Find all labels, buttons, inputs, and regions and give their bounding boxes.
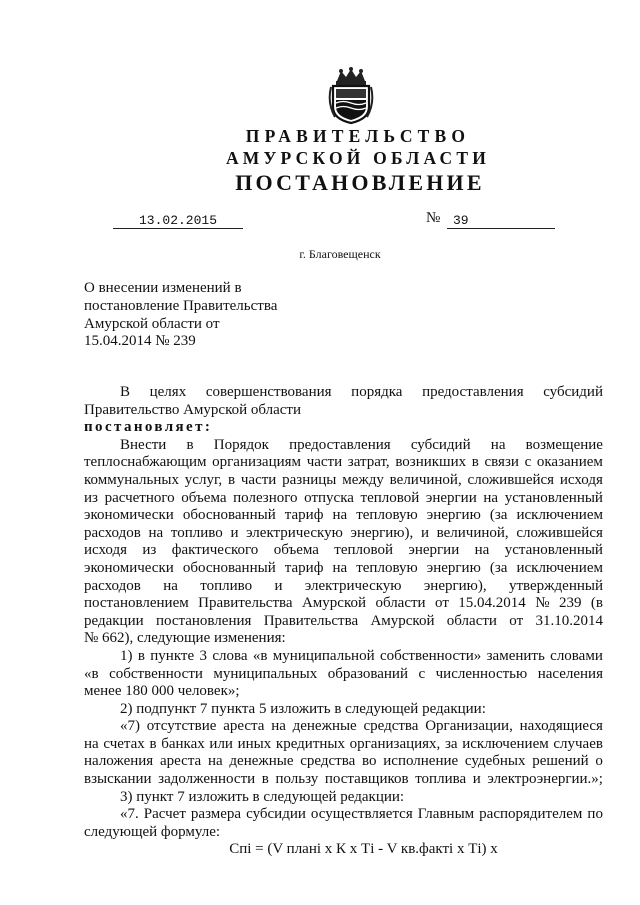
- body-line: 2) подпункт 7 пункта 5 изложить в следующей редакции:: [120, 700, 486, 717]
- body-line: постановлением Правительства Амурской области от 15.04.2014 № 239 (в: [84, 595, 603, 612]
- body-line: Правительство Амурской области: [84, 401, 302, 418]
- body-line: № 662), следующие изменения:: [84, 630, 286, 647]
- region-title: АМУРСКОЙ ОБЛАСТИ: [225, 148, 491, 168]
- body-line: Спi = (V планi х К х Тi - V кв.фактi х Тi) х: [229, 841, 498, 858]
- subject-line: О внесении изменений в: [84, 280, 242, 296]
- body-line: менее 180 000 человек»;: [84, 683, 240, 700]
- decree-body-text: [84, 384, 603, 859]
- body-line: взыскании задолженности в пользу поставщиков топлива и электроэнергии.»;: [84, 771, 603, 788]
- body-line: на счетах в банках или иных кредитных организациях, за исключением случаев: [84, 735, 603, 752]
- decree-number: 39: [447, 214, 555, 229]
- body-line: экономически обоснованный тариф на тепловую энергию (за исключением: [84, 559, 603, 576]
- subject-line: постановление Правительства: [84, 297, 278, 314]
- body-line: постановляет:: [84, 419, 213, 436]
- body-line: В целях совершенствования порядка предоставления субсидий: [120, 384, 603, 400]
- document-type-title: ПОСТАНОВЛЕНИЕ: [235, 170, 485, 195]
- body-line: из расчетного объема полезного отпуска тепловой энергии на установленный: [84, 489, 603, 506]
- body-line: теплоснабжающим организациям части затрат, возникших в связи с оказанием: [84, 454, 603, 471]
- body-line: Внести в Порядок предоставления субсидий на возмещение: [120, 436, 603, 453]
- government-title: ПРАВИТЕЛЬСТВО: [245, 126, 471, 146]
- city-name: г. Благовещенск: [299, 247, 381, 261]
- body-line: «в собственности муниципальных образований с численностью населения: [84, 665, 603, 682]
- decree-date: 13.02.2015: [113, 214, 243, 229]
- body-line: наложения ареста на денежные средства во исполнение судебных решений о: [84, 753, 603, 770]
- number-sign: №: [426, 210, 441, 226]
- body-line: «7) отсутствие ареста на денежные средства Организации, находящиеся: [120, 718, 603, 735]
- coat-of-arms-icon: [327, 67, 375, 125]
- body-line: экономически обоснованный тариф на тепловую энергию (за исключением: [84, 507, 603, 524]
- body-line: расходов на топливо и электрическую энергию), и величиной, сложившейся: [84, 524, 603, 541]
- body-line: следующей формуле:: [84, 823, 221, 840]
- body-line: «7. Расчет размера субсидии осуществляется Главным распорядителем по: [120, 806, 603, 823]
- subject-line: 15.04.2014 № 239: [84, 333, 196, 350]
- body-line: коммунальных услуг, в части разницы между величиной, сложившейся исходя: [84, 471, 603, 488]
- body-line: редакции постановления Правительства Амурской области от 31.10.2014: [84, 612, 603, 629]
- decree-subject: [84, 280, 344, 351]
- body-line: расходов на топливо и электрическую энергию), утвержденный: [84, 577, 603, 594]
- subject-line: Амурской области от: [84, 315, 220, 332]
- body-line: исходя из фактического объема тепловой энергии на установленный: [84, 542, 603, 559]
- body-line: 1) в пункте 3 слова «в муниципальной собственности» заменить словами: [120, 647, 603, 664]
- body-line: 3) пункт 7 изложить в следующей редакции:: [120, 788, 405, 805]
